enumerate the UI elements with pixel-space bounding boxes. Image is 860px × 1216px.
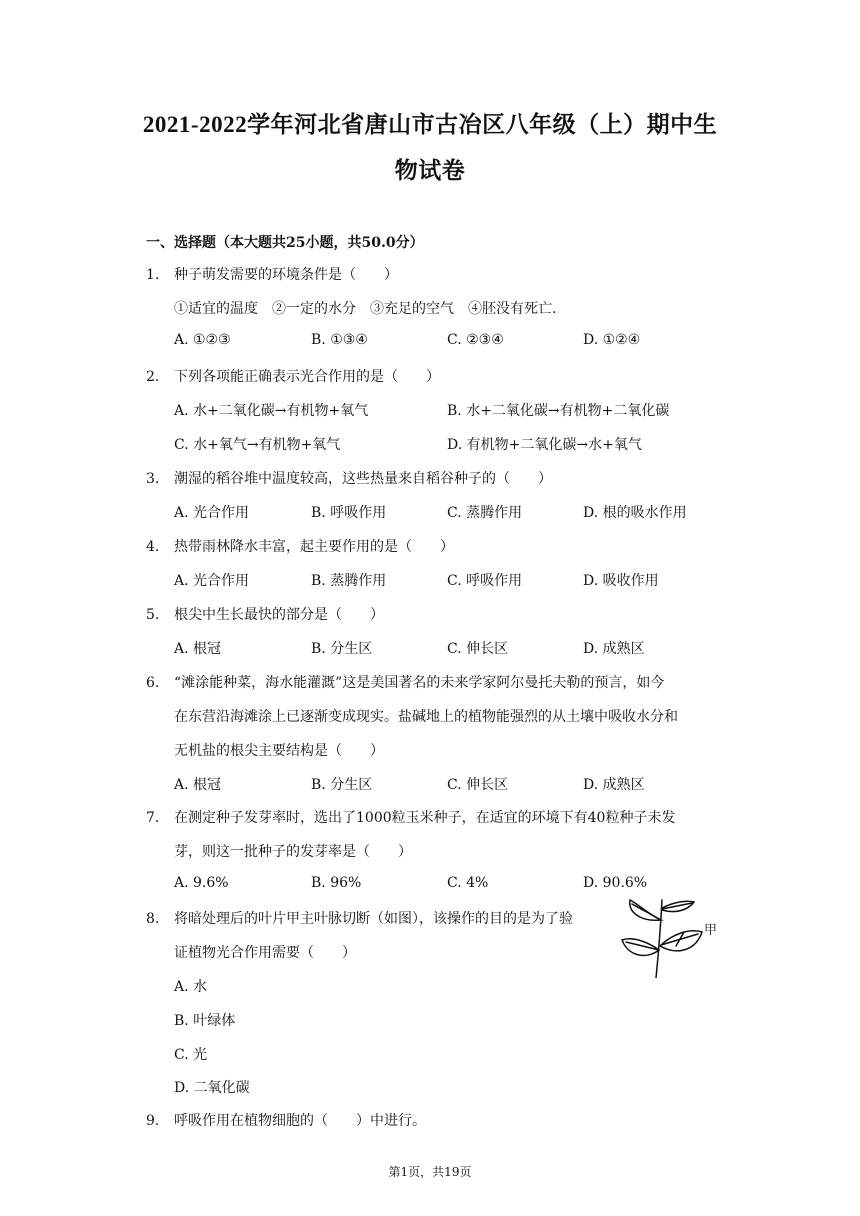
option-d: D. 二氧化碳 xyxy=(174,1080,250,1096)
question-text: 无机盐的根尖主要结构是（ ） xyxy=(174,743,384,759)
option-b: B. 分生区 xyxy=(311,641,373,657)
question-2 xyxy=(146,366,440,386)
page-footer: 第1页，共19页 xyxy=(388,1165,472,1179)
question-number: 1. xyxy=(146,267,160,283)
option-b: B. 水+二氧化碳→有机物+二氧化碳 xyxy=(447,403,670,419)
question-text: “滩涂能种菜，海水能灌溉”这是美国著名的未来学家阿尔曼托夫勒的预言，如今 xyxy=(174,675,665,691)
option-d: D. 成熟区 xyxy=(583,641,645,657)
question-5 xyxy=(146,604,384,624)
question-3 xyxy=(146,468,552,488)
option-c: C. ②③④ xyxy=(447,332,504,348)
option-d: D. 有机物+二氧化碳→水+氧气 xyxy=(447,437,642,453)
question-text: 在东营沿海滩涂上已逐渐变成现实。盐碱地上的植物能强烈的从土壤中吸收水分和 xyxy=(174,709,678,725)
question-7 xyxy=(146,807,675,827)
option-c: C. 光 xyxy=(174,1047,208,1063)
question-4 xyxy=(146,536,454,556)
option-b: B. ①③④ xyxy=(311,332,368,348)
option-a: A. 水+二氧化碳→有机物+氧气 xyxy=(174,403,369,419)
question-number: 8. xyxy=(146,911,160,927)
question-number: 6. xyxy=(146,675,160,691)
option-a: A. 光合作用 xyxy=(174,573,250,589)
question-text: ①适宜的温度 ②一定的水分 ③充足的空气 ④胚没有死亡. xyxy=(174,301,557,317)
question-text: 根尖中生长最快的部分是（ ） xyxy=(174,607,384,623)
option-c: C. 水+氧气→有机物+氧气 xyxy=(174,437,341,453)
question-1 xyxy=(146,264,398,284)
question-number: 3. xyxy=(146,471,160,487)
option-c: C. 4% xyxy=(447,875,489,891)
question-number: 2. xyxy=(146,369,160,385)
question-text: 将暗处理后的叶片甲主叶脉切断（如图），该操作的目的是为了验 xyxy=(174,911,573,927)
option-a: A. 根冠 xyxy=(174,777,222,793)
option-d: D. 成熟区 xyxy=(583,777,645,793)
question-text: 芽，则这一批种子的发芽率是（ ） xyxy=(174,844,412,860)
question-9 xyxy=(146,1110,426,1130)
question-number: 4. xyxy=(146,539,160,555)
option-d: D. 90.6% xyxy=(583,875,648,891)
document-title-line-2: 物试卷 xyxy=(394,158,466,183)
question-text: 种子萌发需要的环境条件是（ ） xyxy=(174,267,398,283)
option-c: C. 伸长区 xyxy=(447,777,509,793)
option-d: D. 根的吸水作用 xyxy=(583,505,687,521)
option-b: B. 96% xyxy=(311,875,362,891)
option-a: A. 水 xyxy=(174,979,208,995)
section-heading: 一、选择题（本大题共25小题，共50.0分） xyxy=(146,235,424,251)
question-text: 证植物光合作用需要（ ） xyxy=(174,945,356,961)
document-title-line-1: 2021-2022学年河北省唐山市古冶区八年级（上）期中生 xyxy=(142,112,718,137)
option-c: C. 蒸腾作用 xyxy=(447,505,523,521)
question-text: 呼吸作用在植物细胞的（ ）中进行。 xyxy=(174,1113,426,1129)
question-text: 潮湿的稻谷堆中温度较高，这些热量来自稻谷种子的（ ） xyxy=(174,471,552,487)
option-b: B. 分生区 xyxy=(311,777,373,793)
option-b: B. 呼吸作用 xyxy=(311,505,387,521)
option-a: A. ①②③ xyxy=(174,332,231,348)
question-number: 5. xyxy=(146,607,160,623)
question-8 xyxy=(146,908,573,928)
option-a: A. 根冠 xyxy=(174,641,222,657)
option-d: D. ①②④ xyxy=(583,332,641,348)
question-text: 下列各项能正确表示光合作用的是（ ） xyxy=(174,369,440,385)
option-b: B. 叶绿体 xyxy=(174,1013,236,1029)
option-a: A. 光合作用 xyxy=(174,505,250,521)
question-text: 在测定种子发芽率时，选出了1000粒玉米种子，在适宜的环境下有40粒种子未发 xyxy=(174,810,676,826)
figure-label: 甲 xyxy=(704,923,718,938)
leaf-diagram-figure xyxy=(618,898,722,978)
option-a: A. 9.6% xyxy=(174,875,229,891)
question-number: 7. xyxy=(146,810,160,826)
option-b: B. 蒸腾作用 xyxy=(311,573,387,589)
question-number: 9. xyxy=(146,1113,160,1129)
option-c: C. 呼吸作用 xyxy=(447,573,523,589)
question-text: 热带雨林降水丰富，起主要作用的是（ ） xyxy=(174,539,454,555)
question-6 xyxy=(146,672,664,692)
option-c: C. 伸长区 xyxy=(447,641,509,657)
option-d: D. 吸收作用 xyxy=(583,573,659,589)
